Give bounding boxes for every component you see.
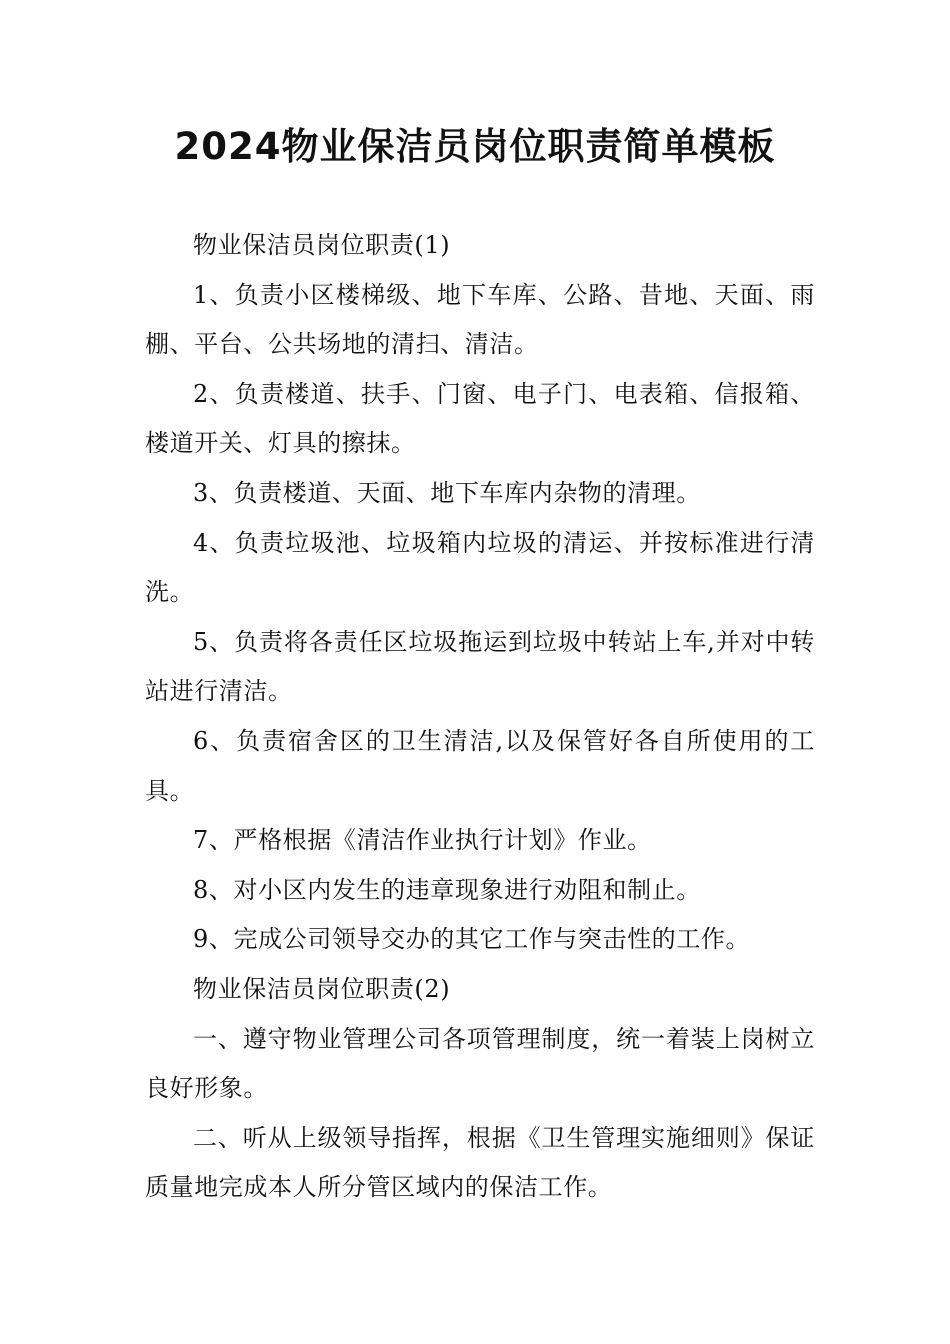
section-heading-1: 物业保洁员岗位职责(1)	[193, 231, 451, 259]
document-title: 2024物业保洁员岗位职责简单模板	[174, 125, 776, 168]
duty-item-3: 3、负责楼道、天面、地下车库内杂物的清理。	[193, 478, 701, 507]
duty-item-2: 2、负责楼道、扶手、门窗、电子门、电表箱、信报箱、楼道开关、灯具的擦抹。	[145, 379, 815, 458]
duty-item-5: 5、负责将各责任区垃圾拖运到垃圾中转站上车,并对中转站进行清洁。	[145, 627, 815, 706]
duty-item-9: 9、完成公司领导交办的其它工作与突击性的工作。	[193, 925, 751, 954]
duty-item-1: 1、负责小区楼梯级、地下车库、公路、昔地、天面、雨棚、平台、公共场地的清扫、清洁。	[145, 280, 815, 359]
duty-item-6: 6、负责宿舍区的卫生清洁,以及保管好各自所使用的工具。	[145, 726, 815, 805]
duty-item-one: 一、遵守物业管理公司各项管理制度，统一着装上岗树立良好形象。	[145, 1024, 815, 1103]
duty-item-7: 7、严格根据《清洁作业执行计划》作业。	[193, 826, 652, 855]
duty-item-8: 8、对小区内发生的违章现象进行劝阻和制止。	[193, 875, 701, 904]
document-body	[145, 221, 815, 1213]
section-heading-2: 物业保洁员岗位职责(2)	[193, 974, 451, 1003]
duty-item-4: 4、负责垃圾池、垃圾箱内垃圾的清运、并按标准进行清洗。	[145, 528, 815, 607]
duty-item-two: 二、听从上级领导指挥，根据《卫生管理实施细则》保证质量地完成本人所分管区域内的保洁工作。	[145, 1123, 815, 1202]
